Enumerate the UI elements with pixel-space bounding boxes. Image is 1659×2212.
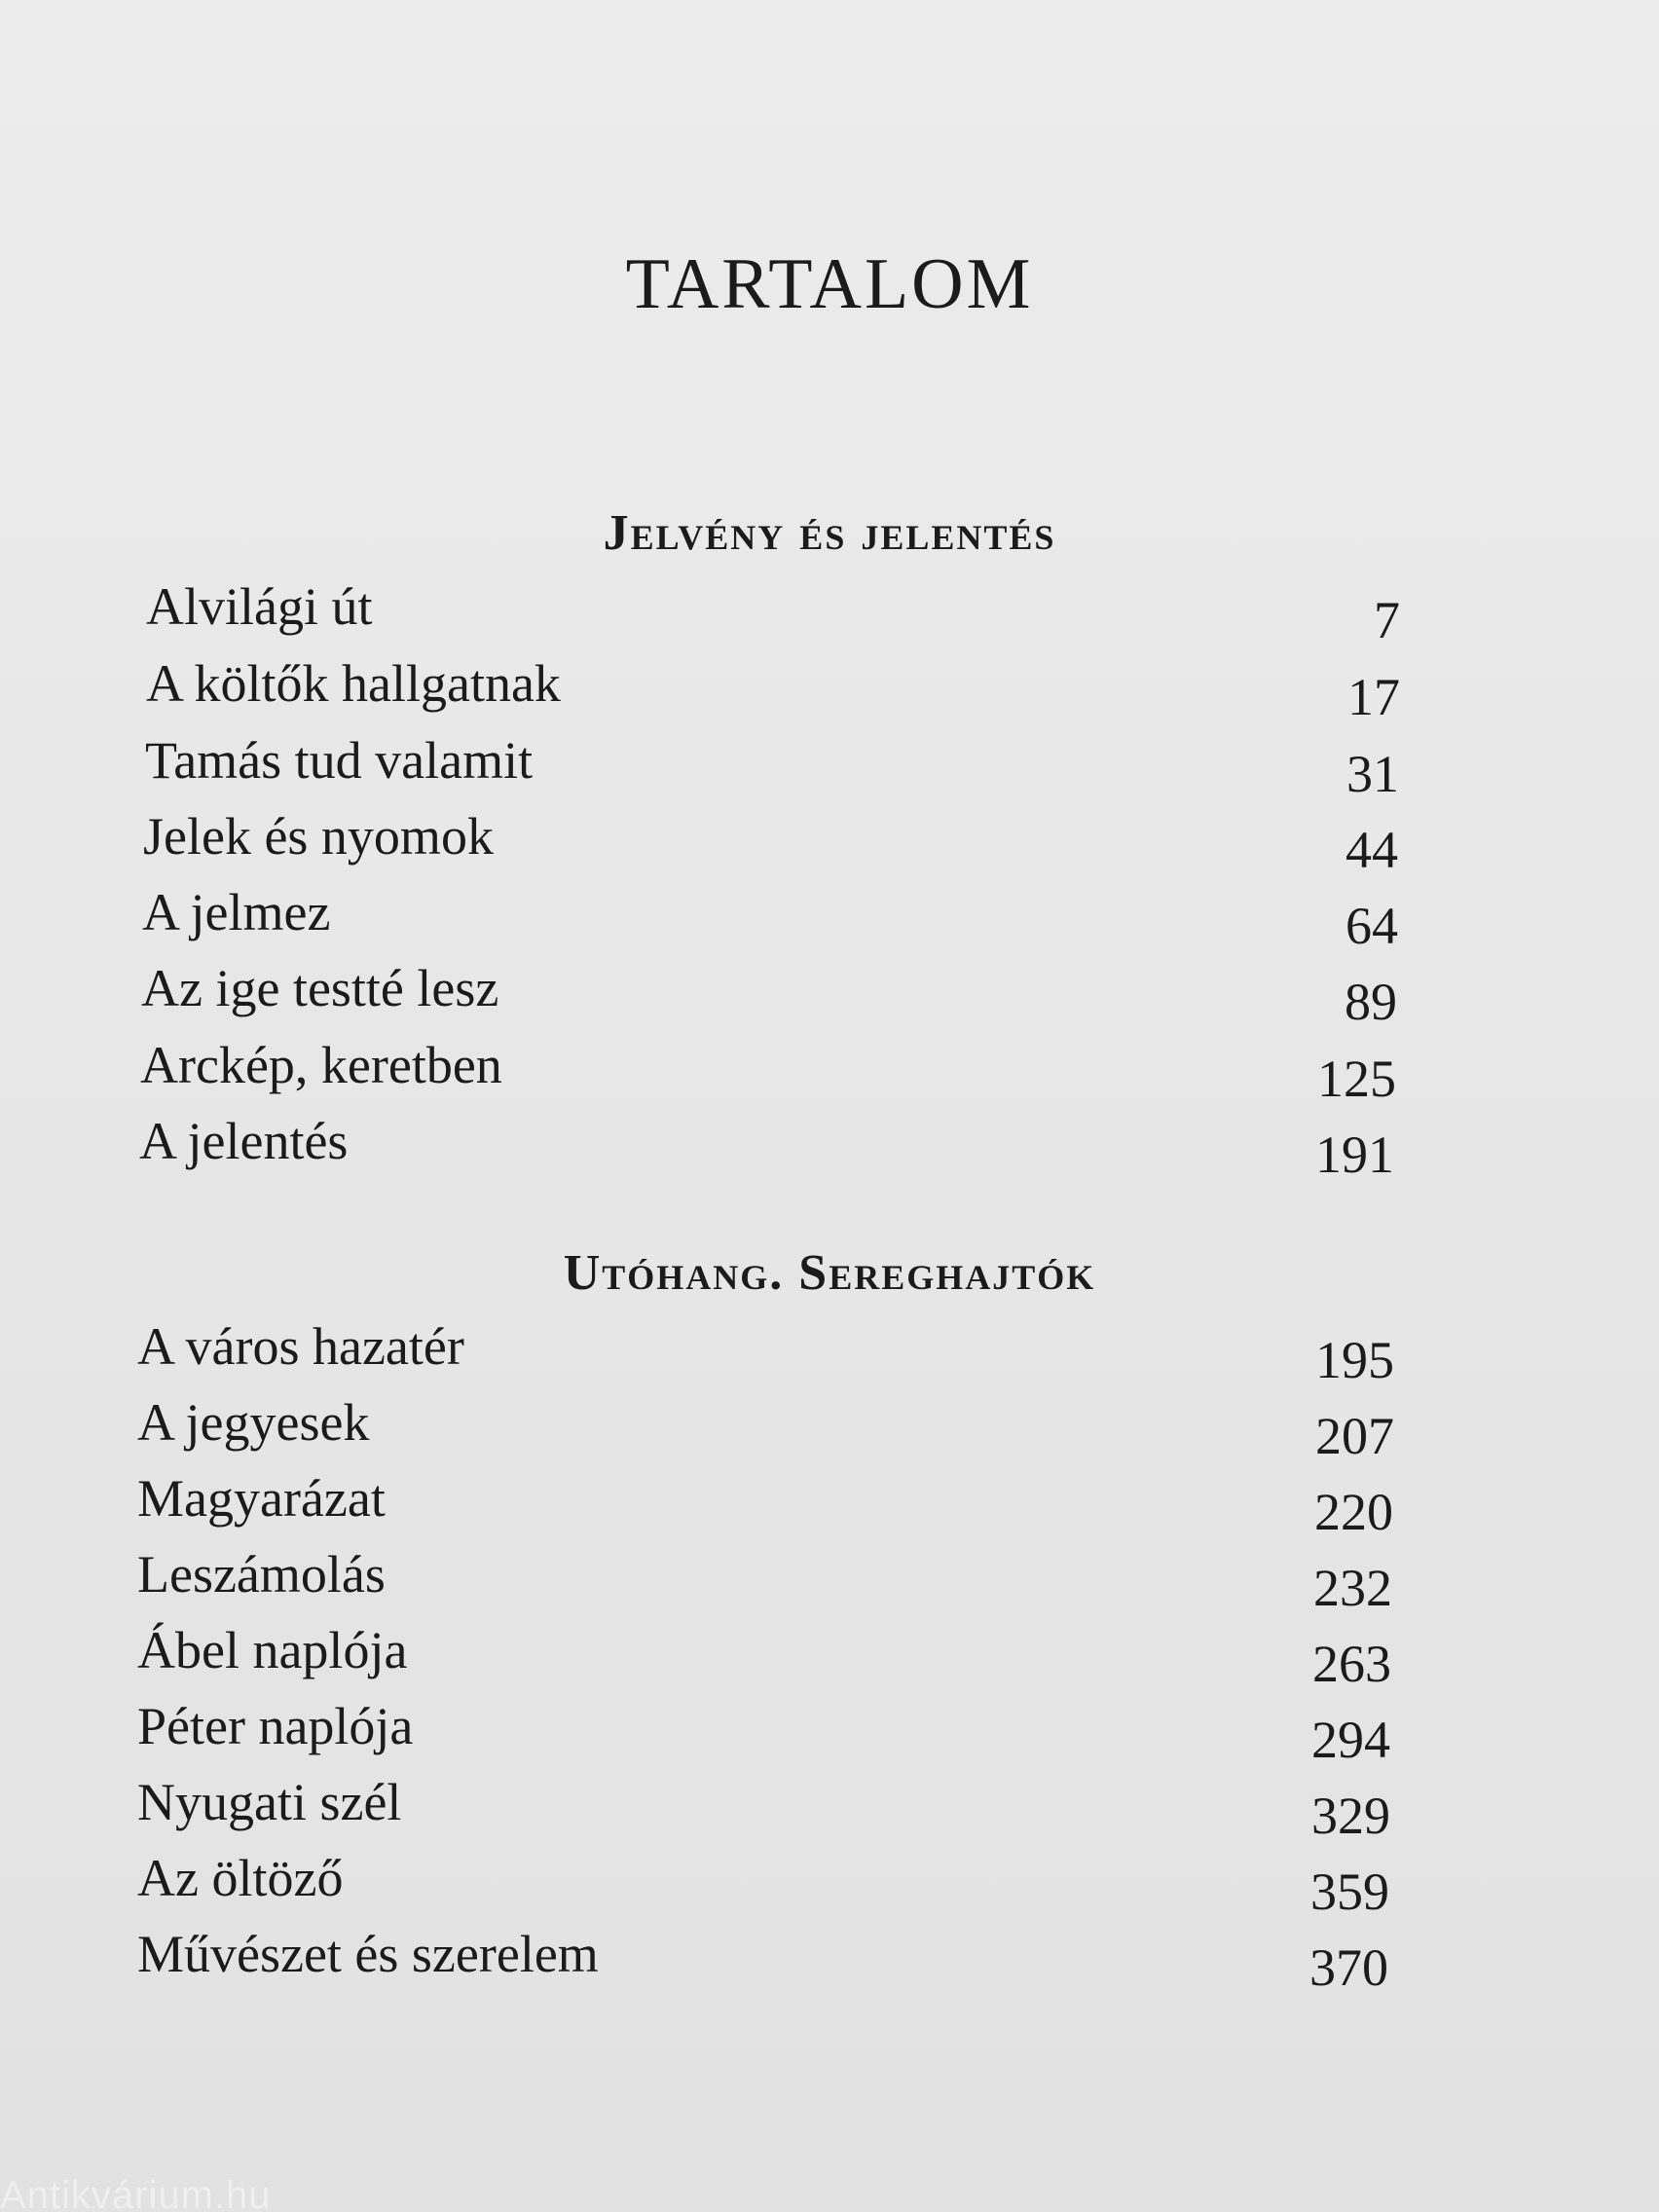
watermark: Antikvárium.hu (0, 2174, 272, 2212)
entry-title: Magyarázat (137, 1469, 386, 1528)
toc-entry (0, 730, 1659, 803)
toc-entry (0, 882, 1659, 955)
entry-page: 359 (1310, 1862, 1389, 1921)
entry-title: Arckép, keretben (140, 1036, 502, 1094)
toc-entry (0, 1924, 1659, 1997)
entry-page: 191 (1315, 1125, 1394, 1184)
toc-entry (0, 1696, 1659, 1769)
entry-title: Leszámolás (137, 1545, 386, 1604)
entry-page: 329 (1311, 1787, 1390, 1845)
toc-entry (0, 1392, 1659, 1465)
toc-entry (0, 806, 1659, 879)
toc-entry (0, 1111, 1659, 1184)
entry-title: Jelek és nyomok (143, 807, 494, 866)
entry-page: 7 (1374, 591, 1400, 649)
entry-page: 17 (1347, 668, 1400, 726)
toc-entry (0, 576, 1659, 649)
entry-title: A jelmez (142, 883, 331, 941)
entry-title: Péter naplója (137, 1697, 414, 1755)
entry-page: 220 (1314, 1483, 1393, 1541)
toc-entry (0, 1544, 1659, 1617)
toc-entry (0, 1468, 1659, 1541)
entry-page: 195 (1315, 1331, 1394, 1389)
entry-page: 232 (1313, 1559, 1392, 1617)
page-title: TARTALOM (625, 244, 1034, 324)
entry-title: Művészet és szerelem (137, 1925, 599, 1983)
entry-title: Tamás tud valamit (145, 731, 534, 790)
section-heading-1: Jelvény és jelentés (603, 505, 1056, 561)
entry-title: Az öltöző (137, 1849, 344, 1907)
entry-page: 44 (1346, 821, 1398, 879)
toc-entry (0, 1620, 1659, 1693)
entry-title: A költők hallgatnak (146, 654, 561, 713)
toc-entry (0, 1772, 1659, 1845)
entry-page: 207 (1315, 1407, 1394, 1465)
entry-title: A város hazatér (137, 1317, 464, 1376)
section-heading-2: Utóhang. Sereghajtók (563, 1245, 1096, 1301)
entry-title: Az ige testté lesz (141, 959, 499, 1017)
toc-entry (0, 958, 1659, 1031)
toc-entry (0, 653, 1659, 726)
entry-page: 370 (1309, 1938, 1388, 1997)
entry-page: 125 (1317, 1050, 1396, 1108)
entry-title: Nyugati szél (137, 1773, 402, 1831)
entry-page: 294 (1311, 1711, 1390, 1769)
entry-page: 263 (1312, 1635, 1391, 1693)
entry-page: 64 (1346, 897, 1398, 955)
entry-title: Ábel naplója (137, 1621, 408, 1679)
entry-page: 31 (1346, 745, 1399, 803)
entry-title: A jelentés (139, 1112, 349, 1170)
toc-entry (0, 1316, 1659, 1389)
toc-entry (0, 1035, 1659, 1108)
entry-title: Alvilági út (146, 577, 373, 636)
entry-page: 89 (1345, 973, 1397, 1031)
toc-entry (0, 1848, 1659, 1921)
entry-title: A jegyesek (137, 1393, 370, 1452)
